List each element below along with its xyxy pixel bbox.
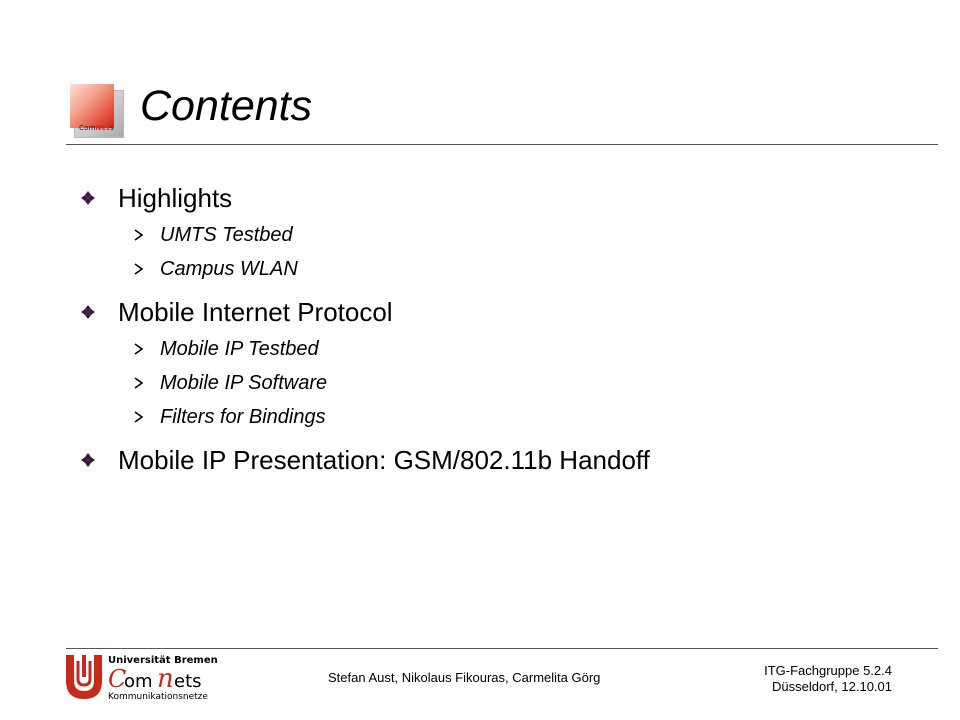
list-item-label: Mobile IP Testbed (160, 337, 319, 360)
footer-place-date: Düsseldorf, 12.10.01 (772, 679, 892, 694)
section-mobile-ip-presentation (80, 440, 650, 480)
list-item (80, 218, 650, 252)
uni-bremen-comnets-logo (62, 651, 252, 703)
section-label: Mobile Internet Protocol (118, 296, 393, 327)
logo-brand-om: om (124, 671, 153, 692)
arrowhead-bullet-icon (134, 343, 144, 355)
list-item (80, 332, 650, 366)
footer-authors: Stefan Aust, Nikolaus Fikouras, Carmelita Görg (328, 670, 601, 685)
logo-red-square (70, 84, 114, 128)
title-divider (66, 144, 938, 145)
logo-brand-ets: ets (174, 671, 202, 692)
diamond-bullet-icon (80, 452, 96, 468)
footer-divider (66, 648, 938, 649)
arrowhead-bullet-icon (134, 411, 144, 423)
list-item (80, 366, 650, 400)
list-item-label: Filters for Bindings (160, 405, 326, 428)
uni-bremen-emblem (66, 655, 102, 699)
logo-brand-n: n (157, 664, 174, 694)
slide-title: Contents (140, 82, 313, 130)
comnets-title-logo (70, 84, 124, 138)
list-item-label: UMTS Testbed (160, 223, 293, 246)
section-mobile-internet-protocol (80, 292, 650, 332)
footer-group: ITG-Fachgruppe 5.2.4 (764, 663, 892, 678)
arrowhead-bullet-icon (134, 377, 144, 389)
logo-subtitle-text: Kommunikationsnetze (108, 692, 208, 702)
contents-list (80, 178, 650, 480)
list-item-label: Mobile IP Software (160, 371, 328, 394)
list-item (80, 400, 650, 434)
footer-meta (764, 663, 892, 695)
diamond-bullet-icon (80, 190, 96, 206)
section-label: Highlights (118, 182, 233, 213)
logo-brand-c: C (108, 665, 127, 693)
list-item-label: Campus WLAN (160, 257, 298, 280)
section-highlights (80, 178, 650, 218)
arrowhead-bullet-icon (134, 263, 144, 275)
diamond-bullet-icon (80, 304, 96, 320)
list-item (80, 252, 650, 286)
logo-mini-text: ComNets (79, 124, 115, 132)
arrowhead-bullet-icon (134, 229, 144, 241)
section-label: Mobile IP Presentation: GSM/802.11b Handoff (118, 444, 650, 475)
logo-university-text: Universität Bremen (108, 655, 218, 666)
